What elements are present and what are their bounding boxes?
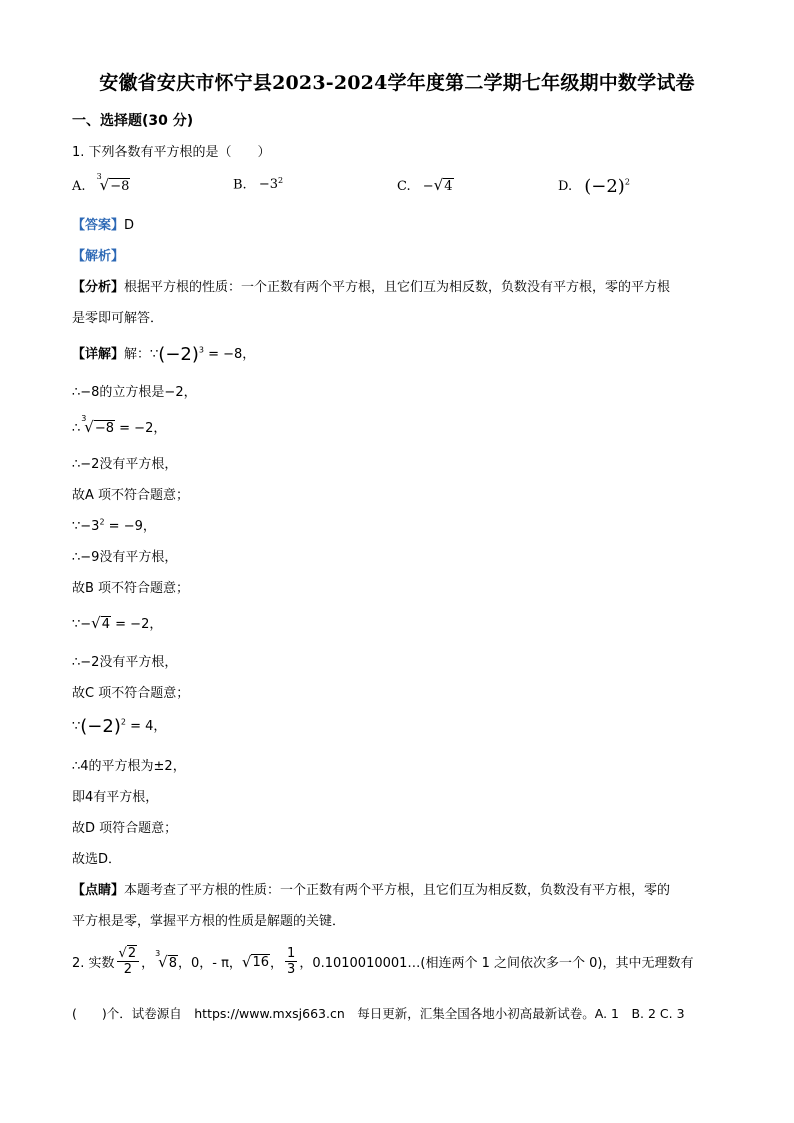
cube-root-expression: 3 √−8: [81, 414, 115, 436]
exponent: 3: [198, 345, 204, 355]
exponent: 2: [120, 717, 126, 727]
detail-line-5: 故A 项不符合题意；: [72, 488, 190, 503]
denominator: 3: [287, 962, 296, 977]
option-d-label: D.: [558, 179, 573, 194]
detail-line-12: [72, 715, 166, 737]
detail-line-4: ∴−2没有平方根，: [72, 457, 178, 472]
fraction-one-third: [285, 946, 297, 977]
detail-text: = −2，: [115, 421, 167, 436]
root-index: 3: [81, 414, 87, 423]
radicand: 2: [127, 946, 137, 961]
detail-line-8: 故B 项不符合题意；: [72, 581, 190, 596]
dianjing-line-1: [72, 879, 670, 898]
minus-sign: −: [422, 179, 434, 194]
q2-tail: ，0.1010010001…(相连两个 1 之间依次多一个 0)，其中无理数有: [299, 956, 694, 971]
fenxi-line-2: 是零即可解答．: [72, 311, 164, 326]
detail-tag: 【详解】: [72, 347, 125, 362]
exponent: 2: [624, 177, 630, 187]
fenxi-tag: 【分析】: [72, 280, 125, 295]
detail-text: = 4，: [125, 719, 167, 734]
detail-line-1: [72, 343, 255, 365]
fenxi-text-1: 根据平方根的性质：一个正数有两个平方根，且它们互为相反数，负数没有平方根，零的平方根: [124, 280, 671, 295]
option-b-value: −3: [258, 177, 278, 193]
detail-base: (−2): [158, 344, 199, 365]
radicand: 8: [168, 955, 177, 971]
radicand: 4: [101, 617, 111, 632]
option-a-label: A.: [72, 179, 86, 194]
detail-text: = −8，: [203, 347, 256, 362]
detail-line-15: 故D 项符合题意；: [72, 821, 178, 836]
cube-root-expression: 3 √−8: [96, 172, 130, 194]
exponent: 2: [99, 517, 105, 527]
radicand: 16: [252, 954, 270, 970]
detail-text: ∵−3: [72, 519, 100, 534]
radicand: −8: [94, 421, 115, 436]
dianjing-line-2: 平方根是零，掌握平方根的性质是解题的关键．: [72, 914, 346, 929]
detail-text: = −9，: [104, 519, 156, 534]
root-index: 3: [96, 172, 102, 181]
q2-prefix: 2. 实数: [72, 956, 115, 971]
page-title: 安徽省安庆市怀宁县2023-2024学年度第二学期七年级期中数学试卷: [99, 72, 695, 94]
analysis-line: [72, 245, 124, 264]
dianjing-text-1: 本题考查了平方根的性质：一个正数有两个平方根，且它们互为相反数，负数没有平方根，零的: [124, 883, 671, 898]
denominator: 2: [123, 962, 132, 977]
detail-line-11: 故C 项不符合题意；: [72, 686, 190, 701]
detail-base: (−2): [80, 716, 121, 737]
detail-line-13: ∴4的平方根为±2，: [72, 759, 186, 774]
detail-line-9: ∵−√4 = −2，: [72, 614, 163, 632]
detail-line-10: ∴−2没有平方根，: [72, 655, 178, 670]
numerator: 1: [287, 946, 296, 961]
analysis-tag: 【解析】: [72, 249, 125, 264]
detail-line-3: [72, 414, 167, 436]
detail-text: ∵−: [72, 617, 92, 632]
detail-text: = −2，: [111, 617, 163, 632]
option-b-label: B.: [233, 177, 247, 193]
dianjing-tag: 【点睛】: [72, 883, 125, 898]
question-1-stem: 1. 下列各数有平方根的是（ ）: [72, 145, 271, 160]
answer-tag: 【答案】: [72, 218, 125, 233]
question-2-line-2: ( )个．试卷源自 https://www.mxsj663.cn 每日更新，汇集全国各地小初高最新试卷。A. 1 B. 2 C. 3: [72, 1006, 685, 1021]
detail-text: ∵: [72, 719, 81, 734]
cube-root-expression: 3 √8: [155, 948, 177, 971]
exponent: 2: [278, 176, 284, 185]
question-2-line-1: 2. 实数 $\frac{√2}{2}$ ， 3 √8 ，0，- π， √ 16 ， $\frac{1}{3}$ ，0.1010010001…(相连两个 1 之间依次多一个 0)，其中无理数有: [72, 946, 694, 977]
detail-line-7: ∴−9没有平方根，: [72, 550, 178, 565]
option-d: [558, 176, 630, 197]
detail-line-2: ∴−8的立方根是−2，: [72, 385, 197, 400]
option-d-value: (−2): [584, 176, 625, 197]
radicand: −8: [110, 179, 130, 194]
fraction-sqrt2-over-2: $\frac{√2}{2}$: [117, 946, 140, 977]
option-c-label: C.: [397, 179, 411, 194]
detail-text: ∴: [72, 421, 81, 436]
option-c: C. −√4: [397, 176, 453, 194]
option-b: [233, 176, 283, 192]
detail-line-6: [72, 515, 156, 534]
fenxi-line-1: [72, 276, 670, 295]
answer-value: D: [124, 218, 135, 233]
detail-line-14: 即4有平方根，: [72, 790, 159, 805]
option-a: [72, 172, 130, 194]
detail-text: 解：∵: [124, 347, 159, 362]
detail-line-16: 故选D．: [72, 852, 122, 867]
q2-middle: ，0，- π，: [177, 956, 242, 971]
answer-line: [72, 214, 134, 233]
section-heading: 一、选择题(30 分): [72, 113, 194, 129]
radicand: 4: [444, 179, 453, 194]
root-index: 3: [155, 948, 161, 958]
